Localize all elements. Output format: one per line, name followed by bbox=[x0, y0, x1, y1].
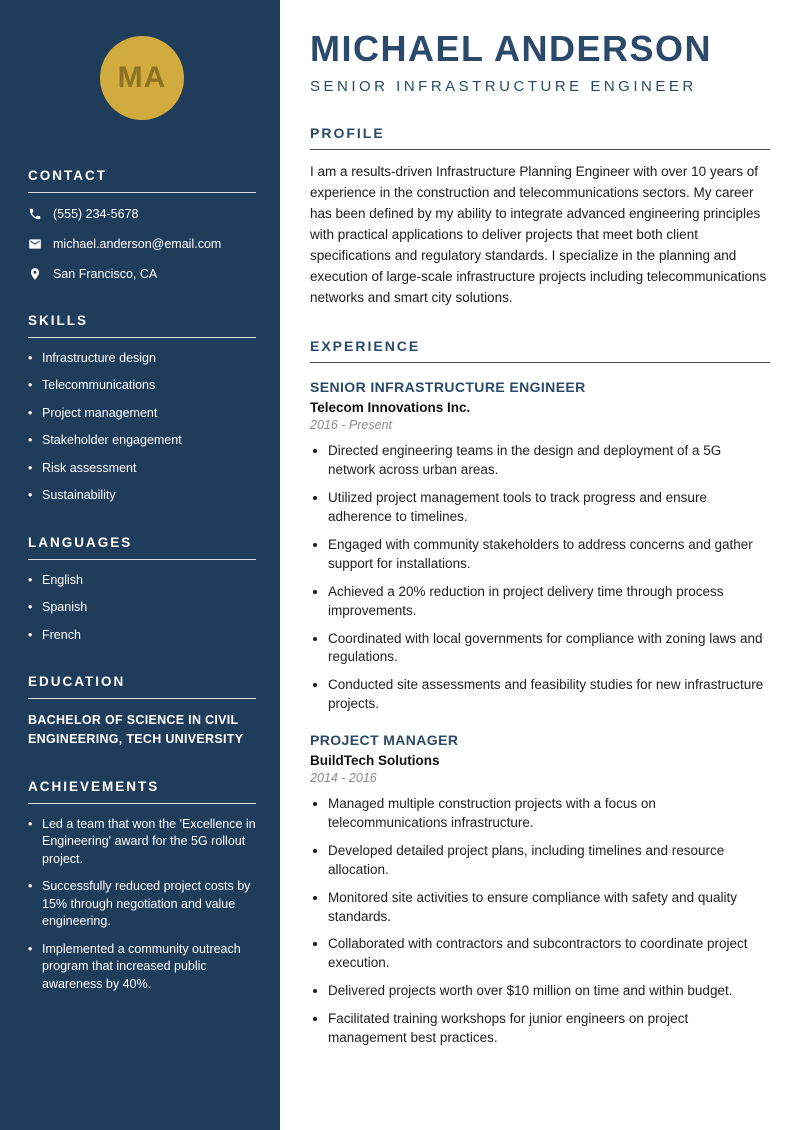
achievement-item: • Implemented a community outreach program that increased public awareness by 40%. bbox=[28, 941, 256, 994]
job-bullet: • Collaborated with contractors and subcontractors to coordinate project execution. bbox=[328, 935, 770, 973]
sidebar bbox=[0, 0, 280, 1130]
job-bullet: • Conducted site assessments and feasibility studies for new infrastructure projects. bbox=[328, 676, 770, 714]
skills-section bbox=[28, 313, 256, 505]
avatar bbox=[100, 36, 184, 120]
languages-heading: LANGUAGES bbox=[28, 535, 256, 560]
contact-email bbox=[28, 236, 256, 253]
job-bullet: • Directed engineering teams in the design and deployment of a 5G network across urban areas. bbox=[328, 442, 770, 480]
contact-section bbox=[28, 168, 256, 283]
education-heading: EDUCATION bbox=[28, 674, 256, 699]
job-bullet: • Engaged with community stakeholders to address concerns and gather support for installations. bbox=[328, 536, 770, 574]
languages-section bbox=[28, 535, 256, 645]
job-bullets bbox=[310, 795, 770, 1048]
experience-heading: EXPERIENCE bbox=[310, 338, 421, 355]
contact-phone bbox=[28, 206, 256, 223]
job-bullet: • Coordinated with local governments for compliance with zoning laws and regulations. bbox=[328, 630, 770, 668]
location-text: San Francisco, CA bbox=[53, 266, 158, 281]
skills-list bbox=[28, 350, 256, 505]
job-bullet: • Achieved a 20% reduction in project delivery time through process improvements. bbox=[328, 583, 770, 621]
achievements-heading: ACHIEVEMENTS bbox=[28, 779, 256, 804]
language-item: • French bbox=[28, 627, 256, 645]
job-bullets bbox=[310, 442, 770, 714]
job-bullet: • Delivered projects worth over $10 million on time and within budget. bbox=[328, 982, 770, 1001]
skills-heading: SKILLS bbox=[28, 313, 256, 338]
language-item: • Spanish bbox=[28, 599, 256, 617]
job-bullet: • Monitored site activities to ensure compliance with safety and quality standards. bbox=[328, 889, 770, 927]
profile-text: I am a results-driven Infrastructure Planning Engineer with over 10 years of experience in the construction and telecommunications sectors. My career has been defined by my ability to integrate advanced engineering principles with practical applications to deliver projects that meet both client specifications and regulatory standards. I specialize in the planning and execution of large-scale infrastructure projects including telecommunications networks and smart city solutions. bbox=[310, 164, 767, 305]
achievement-item: • Successfully reduced project costs by 15% through negotiation and value engineering. bbox=[28, 878, 256, 931]
contact-heading: CONTACT bbox=[28, 168, 256, 193]
language-item: • English bbox=[28, 572, 256, 590]
experience-divider bbox=[310, 362, 770, 363]
skill-item: • Project management bbox=[28, 405, 256, 423]
job-entry bbox=[310, 732, 770, 1048]
phone-number: (555) 234-5678 bbox=[53, 207, 139, 221]
contact-location bbox=[28, 266, 256, 283]
job-bullet: • Managed multiple construction projects with a focus on telecommunications infrastructure. bbox=[328, 795, 770, 833]
person-name: MICHAEL ANDERSON bbox=[310, 28, 713, 69]
education-section bbox=[28, 674, 256, 749]
company-name: BuildTech Solutions bbox=[310, 753, 440, 769]
skill-item: • Infrastructure design bbox=[28, 350, 256, 368]
job-bullet: • Facilitated training workshops for junior engineers on project management best practices. bbox=[328, 1010, 770, 1048]
location-pin-icon bbox=[28, 267, 42, 281]
languages-list bbox=[28, 572, 256, 645]
job-dates: 2014 - 2016 bbox=[310, 771, 377, 786]
achievement-item: • Led a team that won the 'Excellence in Engineering' award for the 5G rollout project. bbox=[28, 816, 256, 869]
skill-item: • Telecommunications bbox=[28, 377, 256, 395]
job-dates: 2016 - Present bbox=[310, 418, 392, 433]
profile-divider bbox=[310, 149, 770, 150]
achievements-section bbox=[28, 779, 256, 994]
job-bullet: • Developed detailed project plans, including timelines and resource allocation. bbox=[328, 842, 770, 880]
profile-heading: PROFILE bbox=[310, 125, 385, 141]
profile-section bbox=[310, 125, 770, 308]
experience-section bbox=[310, 338, 770, 1047]
skill-item: • Risk assessment bbox=[28, 460, 256, 478]
company-name: Telecom Innovations Inc. bbox=[310, 400, 471, 416]
avatar-initials: MA bbox=[117, 61, 167, 94]
person-title: SENIOR INFRASTRUCTURE ENGINEER bbox=[310, 78, 697, 95]
email-address: michael.anderson@email.com bbox=[53, 236, 222, 251]
email-icon bbox=[28, 237, 42, 251]
job-title: PROJECT MANAGER bbox=[310, 732, 459, 749]
skill-item: • Sustainability bbox=[28, 487, 256, 505]
degree-text: BACHELOR OF SCIENCE IN CIVIL ENGINEERING, TECH UNIVERSITY bbox=[28, 713, 244, 746]
main-column bbox=[280, 0, 800, 1130]
skill-item: • Stakeholder engagement bbox=[28, 432, 256, 450]
achievements-list bbox=[28, 816, 256, 994]
job-entry bbox=[310, 379, 770, 714]
job-bullet: • Utilized project management tools to track progress and ensure adherence to timelines. bbox=[328, 489, 770, 527]
job-title: SENIOR INFRASTRUCTURE ENGINEER bbox=[310, 379, 586, 396]
phone-icon bbox=[28, 207, 42, 221]
